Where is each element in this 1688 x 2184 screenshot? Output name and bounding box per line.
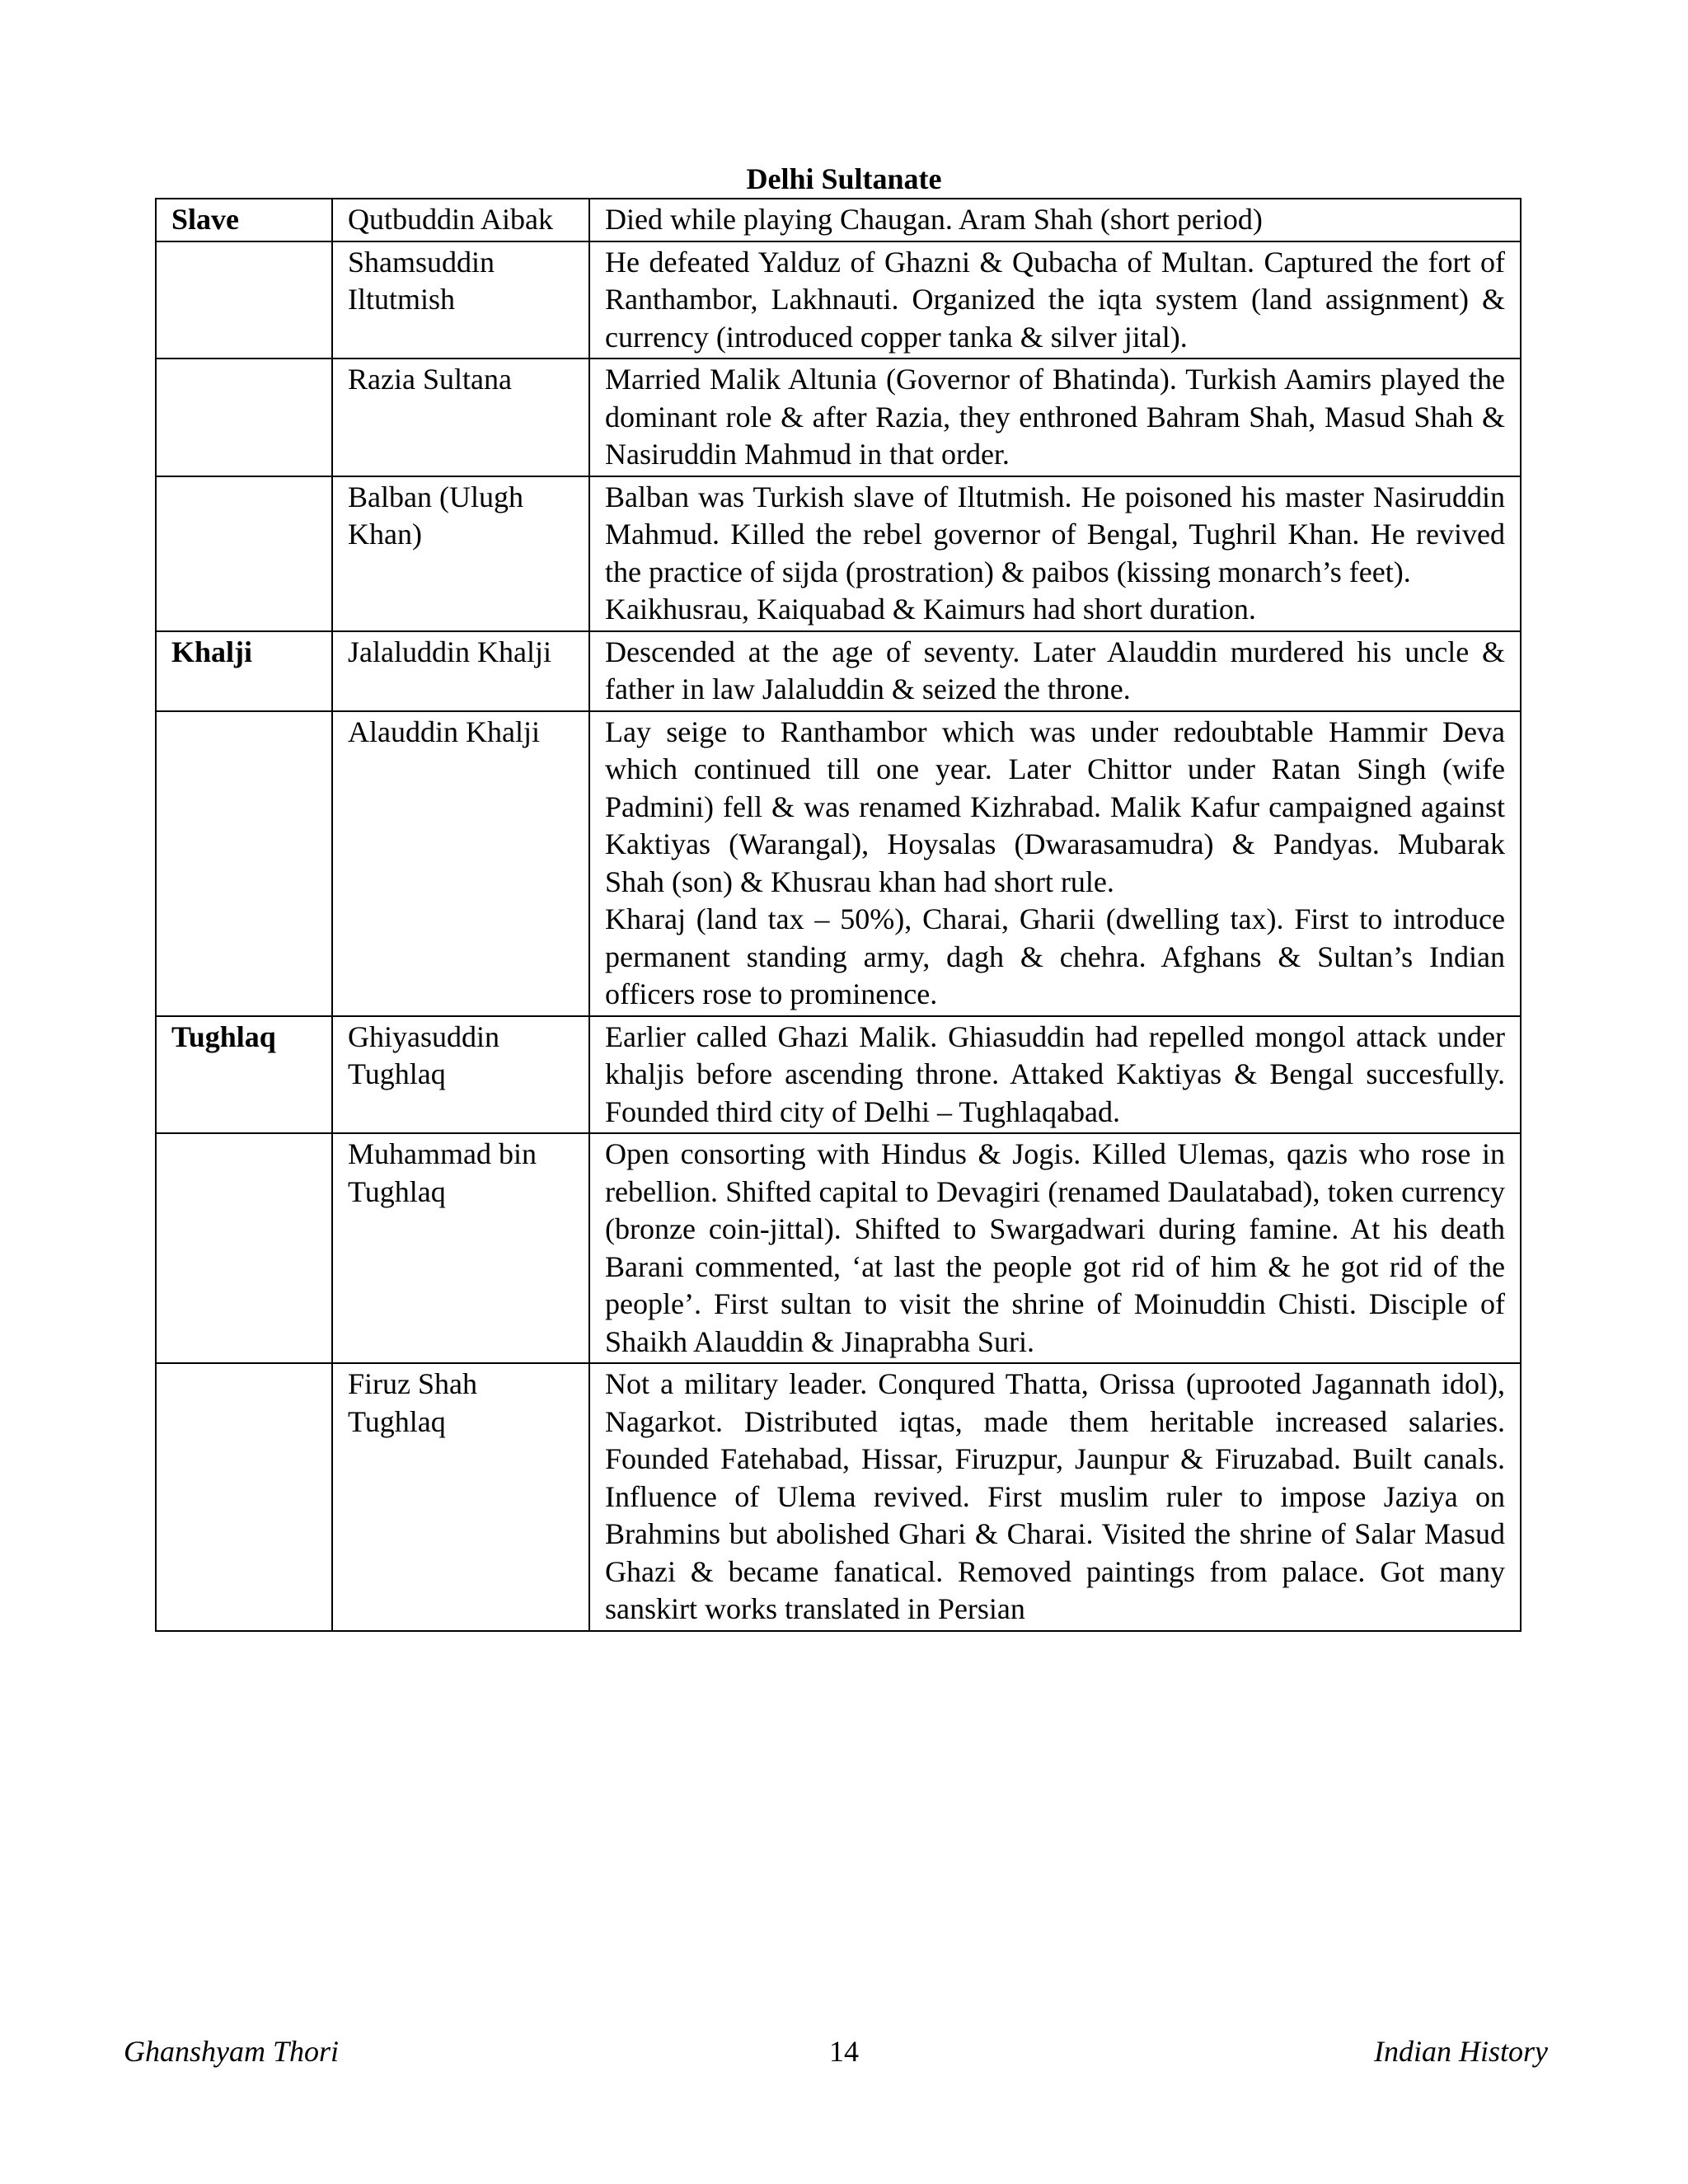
- ruler-cell: Qutbuddin Aibak: [332, 199, 589, 241]
- ruler-cell: Firuz Shah Tughlaq: [332, 1363, 589, 1631]
- sultanate-table: [155, 198, 1522, 1632]
- ruler-cell: Balban (Ulugh Khan): [332, 476, 589, 631]
- description-cell: [589, 1363, 1521, 1631]
- description-paragraph: Balban was Turkish slave of Iltutmish. He poisoned his master Nasiruddin Mahmud. Killed the rebel governor of Bengal, Tughril Khan. He revived the practice of sijda (prostration) & paibos (kissing monarch’s feet).: [605, 480, 1505, 588]
- description-paragraph: Earlier called Ghazi Malik. Ghiasuddin had repelled mongol attack under khaljis before ascending throne. Attaked Kaktiyas & Bengal succesfully. Founded third city of Delhi – Tughlaqabad.: [605, 1019, 1505, 1128]
- ruler-cell: Muhammad bin Tughlaq: [332, 1133, 589, 1363]
- description-paragraph: Kaikhusrau, Kaiquabad & Kaimurs had short duration.: [605, 593, 1256, 626]
- description-paragraph: Open consorting with Hindus & Jogis. Killed Ulemas, qazis who rose in rebellion. Shifted capital to Devagiri (renamed Daulatabad), token currency (bronze coin-jittal). Shifted to Swargadwari during famine. At his death Barani commented, ‘at last the people got rid of him & he got rid of the people’. First sultan to visit the shrine of Moinuddin Chisti. Disciple of Shaikh Alauddin & Jinaprabha Suri.: [605, 1137, 1505, 1358]
- description-cell: [589, 199, 1521, 241]
- footer-page-number: 14: [829, 2035, 859, 2068]
- description-paragraph: Died while playing Chaugan. Aram Shah (short period): [605, 203, 1263, 236]
- description-cell: [589, 631, 1521, 711]
- description-paragraph: He defeated Yalduz of Ghazni & Qubacha of Multan. Captured the fort of Ranthambor, Lakhnauti. Organized the iqta system (land assignment) & currency (introduced copper tanka & silver jital).: [605, 245, 1505, 354]
- table-row: [156, 359, 1521, 476]
- ruler-cell: Shamsuddin Iltutmish: [332, 241, 589, 359]
- ruler-cell: Jalaluddin Khalji: [332, 631, 589, 711]
- description-paragraph: Not a military leader. Conqured Thatta, Orissa (uprooted Jagannath idol), Nagarkot. Distributed iqtas, made them heritable increased salaries. Founded Fatehabad, Hissar, Firuzpur, Jaunpur & Firuzabad. Built canals. Influence of Ulema revived. First muslim ruler to impose Jaziya on Brahmins but abolished Ghari & Charai. Visited the shrine of Salar Masud Ghazi & became fanatical. Removed paintings from palace. Got many sanskirt works translated in Persian: [605, 1367, 1505, 1625]
- dynasty-cell: [156, 1133, 332, 1363]
- table-row: [156, 1016, 1521, 1134]
- table-row: [156, 631, 1521, 711]
- table-row: [156, 1133, 1521, 1363]
- description-cell: [589, 711, 1521, 1016]
- table-row: [156, 711, 1521, 1016]
- table-row: [156, 476, 1521, 631]
- dynasty-cell: Khalji: [156, 631, 332, 711]
- description-cell: [589, 1133, 1521, 1363]
- description-paragraph: Descended at the age of seventy. Later Alauddin murdered his uncle & father in law Jalaluddin & seized the throne.: [605, 635, 1505, 705]
- dynasty-cell: [156, 241, 332, 359]
- description-cell: [589, 1016, 1521, 1134]
- description-cell: [589, 476, 1521, 631]
- footer-subject: Indian History: [1374, 2035, 1548, 2068]
- footer-author: Ghanshyam Thori: [124, 2035, 340, 2068]
- description-paragraph: Lay seige to Ranthambor which was under redoubtable Hammir Deva which continued till one year. Later Chittor under Ratan Singh (wife Padmini) fell & was renamed Kizhrabad. Malik Kafur campaigned against Kaktiyas (Warangal), Hoysalas (Dwarasamudra) & Pandyas. Mubarak Shah (son) & Khusrau khan had short rule.: [605, 715, 1505, 898]
- ruler-cell: Alauddin Khalji: [332, 711, 589, 1016]
- table-body: [156, 199, 1521, 1631]
- description-paragraph: Kharaj (land tax – 50%), Charai, Gharii (dwelling tax). First to introduce permanent standing army, dagh & chehra. Afghans & Sultan’s Indian officers rose to prominence.: [605, 902, 1505, 1010]
- table-row: [156, 241, 1521, 359]
- table-row: [156, 1363, 1521, 1631]
- dynasty-cell: [156, 1363, 332, 1631]
- ruler-cell: Razia Sultana: [332, 359, 589, 476]
- dynasty-cell: Tughlaq: [156, 1016, 332, 1134]
- table-row: [156, 199, 1521, 241]
- description-cell: [589, 359, 1521, 476]
- dynasty-cell: [156, 359, 332, 476]
- dynasty-cell: [156, 711, 332, 1016]
- dynasty-cell: [156, 476, 332, 631]
- description-cell: [589, 241, 1521, 359]
- page-title: Delhi Sultanate: [746, 162, 942, 195]
- dynasty-cell: Slave: [156, 199, 332, 241]
- description-paragraph: Married Malik Altunia (Governor of Bhatinda). Turkish Aamirs played the dominant role & after Razia, they enthroned Bahram Shah, Masud Shah & Nasiruddin Mahmud in that order.: [605, 363, 1505, 471]
- ruler-cell: Ghiyasuddin Tughlaq: [332, 1016, 589, 1134]
